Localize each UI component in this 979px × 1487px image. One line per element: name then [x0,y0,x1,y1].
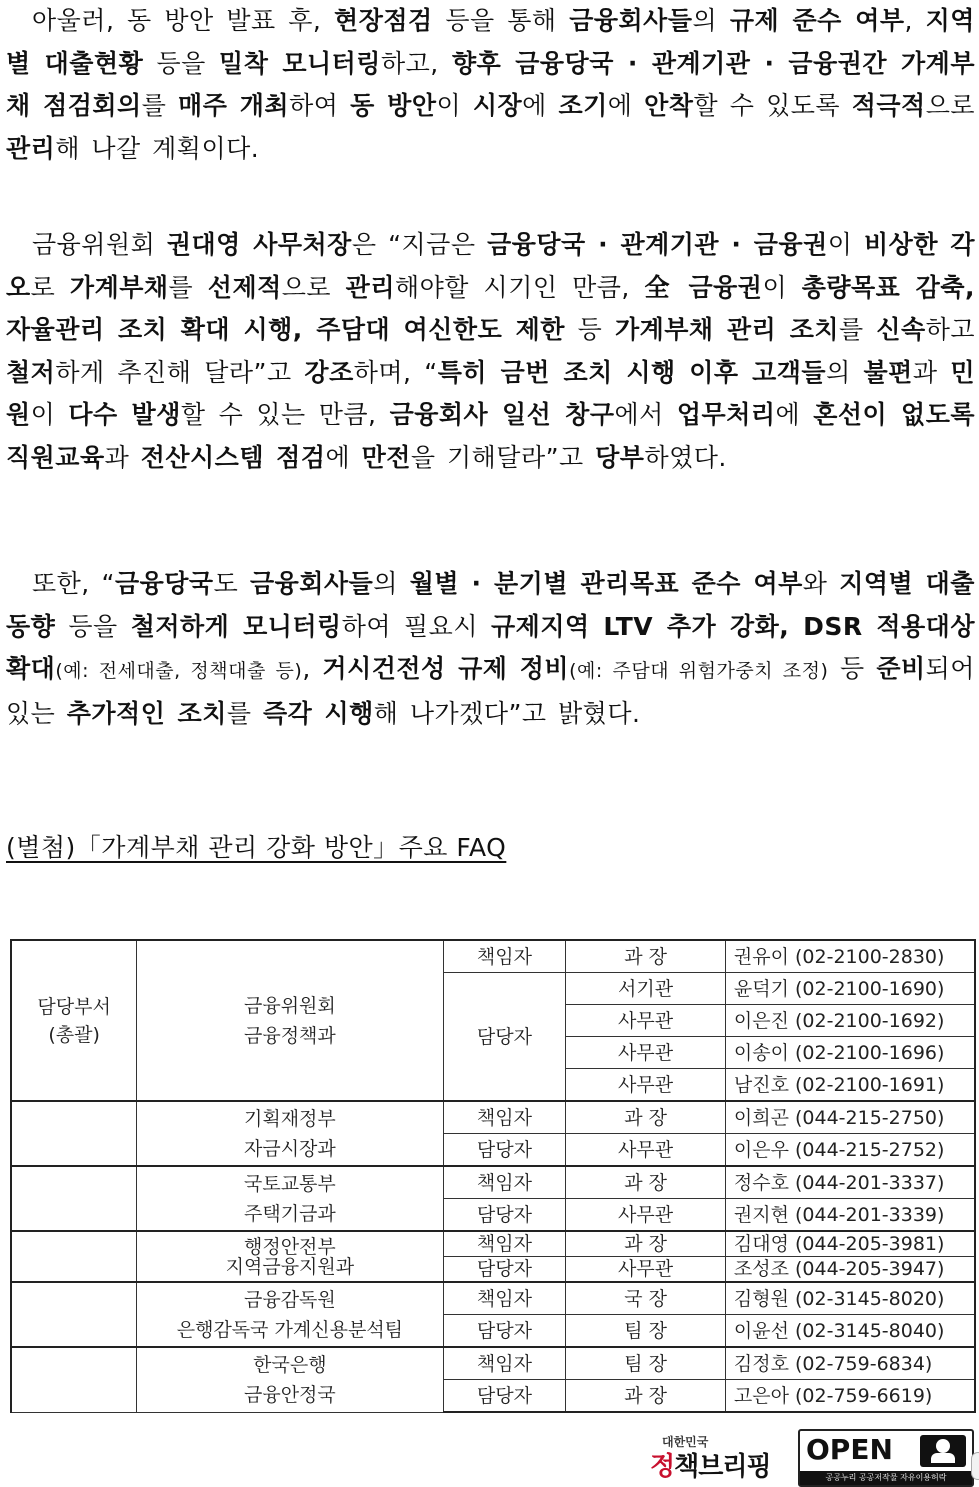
table-row [11,1282,975,1315]
contact-cell: 권유이 (02-2100-2830) [725,940,975,973]
text-run: 하며, “ [353,357,438,387]
text-run: 하여 필요시 [341,611,492,641]
text-run: 추가적인 조치 [66,698,227,728]
text-run: 에 [325,442,362,472]
text-run: 하고, [380,48,452,78]
text-run: 에 [522,91,559,120]
dept-cell [11,1347,137,1412]
text-run: 이 [827,230,865,259]
table-row [11,1166,975,1199]
org-name: 금융감독원 [244,1288,336,1311]
role-cell: 책임자 [443,1282,566,1315]
position-cell: 과 장 [566,1166,726,1199]
text-run: 선제적 [207,272,282,302]
org-unit: 지역금융지원과 [225,1255,355,1278]
text-run: 불편 [863,357,913,387]
text-run: 에 [775,400,814,429]
text-run: 하였다. [644,442,727,472]
paragraph-secretary-remarks [6,224,975,479]
text-run: 을 기해달라”고 [410,442,596,472]
role-cell: 담당자 [443,1134,566,1167]
text-run: 과 [912,357,951,387]
org-unit: 주택기금과 [244,1202,336,1225]
text-run: 거시건전성 규제 정비 [322,654,570,683]
role-cell: 책임자 [443,1231,566,1257]
text-run: 만전 [361,442,411,472]
table-row [11,1231,975,1257]
text-run: 금융회사 일선 창구 [389,400,615,429]
org-unit: 은행감독국 가계신용분석팀 [176,1318,404,1341]
contacts-table [10,939,976,1413]
text-run: 철저 [6,357,56,387]
org-cell [137,1231,443,1282]
text-run: 월별 · 분기별 관리목표 준수 여부 [409,569,803,598]
text-run: 조기 [558,91,608,120]
contact-cell: 김대영 (044-205-3981) [725,1231,975,1257]
text-run: 의 [826,357,864,387]
paragraph-additional-measures [6,563,975,735]
table-row [11,1101,975,1134]
position-cell: 국 장 [566,1282,726,1315]
text-run: 아울러, 동 방안 발표 후, [32,6,335,35]
text-run: 권대영 사무처장 [166,230,352,259]
text-run: 금융당국 [114,569,214,598]
open-license-logo: OPEN 공공누리 공공저작물 자유이용허락 [798,1429,974,1487]
position-cell: 과 장 [566,1231,726,1257]
position-cell: 사무관 [566,1069,726,1102]
text-run: 은 “지금은 [351,230,488,259]
role-cell: 담당자 [443,1199,566,1232]
text-run: 으로 [281,272,346,302]
text-run: 신속 [876,315,926,344]
table-row [11,1347,975,1380]
dept-header: 담당부서 [37,995,111,1018]
text-run: 총량목표 감축, 자율관리 조치 확대 시행, 주담대 여신한도 제한 [6,272,975,344]
contact-cell: 김형원 (02-3145-8020) [725,1282,975,1315]
position-cell: 과 장 [566,1101,726,1134]
org-name: 행정안전부 [244,1235,336,1258]
text-run: 해야할 시기인 만큼, [394,272,645,302]
text-run: (예: 주담대 위험가중치 조정) [569,660,829,682]
position-cell: 사무관 [566,1005,726,1037]
contact-cell: 이은진 (02-2100-1692) [725,1005,975,1037]
contact-cell: 남진호 (02-2100-1691) [725,1069,975,1102]
contact-cell: 고은아 (02-759-6619) [725,1380,975,1413]
text-run: 하여 [289,91,351,120]
position-cell: 과 장 [566,940,726,973]
org-unit: 금융정책과 [244,1024,336,1047]
text-run: 해 나갈 계획이다. [55,133,260,163]
table-row [11,940,975,973]
org-name: 금융위원회 [244,994,336,1017]
text-run: 를 [226,698,263,728]
text-run: 全 금융권 [644,272,763,302]
text-run: 밀착 모니터링 [219,48,381,78]
text-run: 와 [802,569,840,598]
contact-cell: 이송이 (02-2100-1696) [725,1037,975,1069]
org-name: 국토교통부 [244,1172,336,1195]
text-run: 즉각 시행 [262,698,374,728]
text-run: 지역별 대출현황 [6,6,975,78]
text-run: 준비 [876,654,926,683]
text-run: 금융회사들 [250,569,374,598]
org-name: 한국은행 [253,1353,327,1376]
text-run: 전산시스템 점검 [140,442,326,472]
text-run: 매주 개최 [178,91,290,120]
scroll-handle[interactable] [971,1452,979,1480]
text-run: 당부 [595,442,645,472]
contact-cell: 이은우 (044-215-2752) [725,1134,975,1167]
dept-cell [11,1231,137,1282]
role-cell: 담당자 [443,1380,566,1413]
text-run: 이 [436,91,473,120]
text-run: 에 [607,91,645,120]
org-cell [137,1282,443,1347]
text-run: 등 [828,654,877,683]
text-run: 또한, “ [32,569,115,598]
text-run: 으로 [925,91,975,120]
text-run: 해 나가겠다”고 밝혔다. [373,698,641,728]
text-run: 등 [564,315,615,344]
dept-cell [11,940,137,1101]
contact-cell: 이윤선 (02-3145-8040) [725,1315,975,1348]
position-cell: 서기관 [566,973,726,1005]
text-run: 강조 [304,357,354,387]
org-cell [137,1347,443,1412]
text-run: 등을 [55,611,131,641]
text-run: 시장 [472,91,523,120]
contact-cell: 이희곤 (044-215-2750) [725,1101,975,1134]
text-run: 비상한 각오 [6,230,975,302]
contact-cell: 정수호 (044-201-3337) [725,1166,975,1199]
role-cell: 담당자 [443,1315,566,1348]
text-run: 금융회사들 [569,6,693,35]
text-run: 규제지역 LTV 추가 강화, DSR 적용대상 확대 [6,611,975,683]
role-cell: 책임자 [443,1166,566,1199]
text-run: 지역별 대출동향 [6,569,975,641]
text-run: 를 [839,315,877,344]
position-cell: 사무관 [566,1199,726,1232]
text-run: 의 [692,6,730,35]
text-run: 등을 [143,48,220,78]
text-run: 를 [168,272,208,302]
text-run: 이 [762,272,802,302]
text-run: 에서 [614,400,677,429]
org-unit: 자금시장과 [244,1137,336,1160]
org-name: 기획재정부 [244,1107,336,1130]
position-cell: 과 장 [566,1380,726,1413]
role-cell: 책임자 [443,1101,566,1134]
text-run: 할 수 있도록 [693,91,852,120]
dept-cell [11,1282,137,1347]
org-unit: 금융안정국 [244,1383,336,1406]
text-run: (예: 전세대출, 정책대출 등) [55,660,303,682]
position-cell: 팀 장 [566,1347,726,1380]
contact-cell: 김정호 (02-759-6834) [725,1347,975,1380]
text-run: 특히 금번 조치 시행 이후 고객들 [437,357,827,387]
text-run: 금융당국 · 관계기관 · 금융권 [487,230,828,259]
text-run: 관리 [345,272,395,302]
text-run: 가계부채 관리 조치 [614,315,840,344]
text-run: 등을 통해 [432,6,570,35]
text-run: 혼선이 없도록 직원교육 [6,400,975,472]
contact-cell: 조성조 (044-205-3947) [725,1257,975,1283]
text-run: 과 [104,442,141,472]
role-cell: 담당자 [443,973,566,1102]
text-run: 업무처리 [676,400,776,429]
text-run: 금융위원회 [32,230,167,259]
text-run: 관리 [6,133,56,163]
dept-cell [11,1101,137,1166]
text-run: 향후 금융당국 · 관계기관 · 금융권간 가계부채 점검회의 [6,48,975,120]
policy-briefing-logo: 대한민국 정책브리핑 [650,1435,771,1482]
org-cell [137,1101,443,1166]
role-cell: 책임자 [443,1347,566,1380]
text-run: 민원 [6,357,975,429]
person-icon [920,1435,966,1467]
role-cell: 책임자 [443,940,566,973]
attachment-title: (별첨)「가계부채 관리 강화 방안」주요 FAQ [6,833,507,862]
position-cell: 팀 장 [566,1315,726,1348]
text-run: , [302,654,323,683]
contact-cell: 윤덕기 (02-2100-1690) [725,973,975,1005]
text-run: 할 수 있는 만큼, [180,400,390,429]
org-cell [137,940,443,1101]
text-run: 가계부채 [69,272,169,302]
text-run: 이 [30,400,69,429]
text-run: 하게 추진해 달라”고 [55,357,305,387]
contact-cell: 권지현 (044-201-3339) [725,1199,975,1232]
text-run: 철저하게 모니터링 [130,611,342,641]
text-run: 하고 [925,315,975,344]
text-run: 다수 발생 [68,400,181,429]
position-cell: 사무관 [566,1257,726,1283]
position-cell: 사무관 [566,1037,726,1069]
dept-cell [11,1166,137,1231]
text-run: 되어 있는 [6,654,975,728]
position-cell: 사무관 [566,1134,726,1167]
org-cell [137,1166,443,1231]
dept-header-sub: (총괄) [48,1023,100,1046]
text-run: 도 [213,569,250,598]
text-run: 의 [373,569,410,598]
text-run: 현장점검 [334,6,433,35]
text-run: 규제 준수 여부 [729,6,905,35]
text-run: 로 [30,272,70,302]
text-run: 를 [141,91,179,120]
text-run: 안착 [644,91,694,120]
text-run: 적극적 [851,91,926,120]
role-cell: 담당자 [443,1257,566,1283]
text-run: , [904,6,926,35]
paragraph-monitoring-plan [6,0,975,170]
text-run: 동 방안 [350,91,437,120]
